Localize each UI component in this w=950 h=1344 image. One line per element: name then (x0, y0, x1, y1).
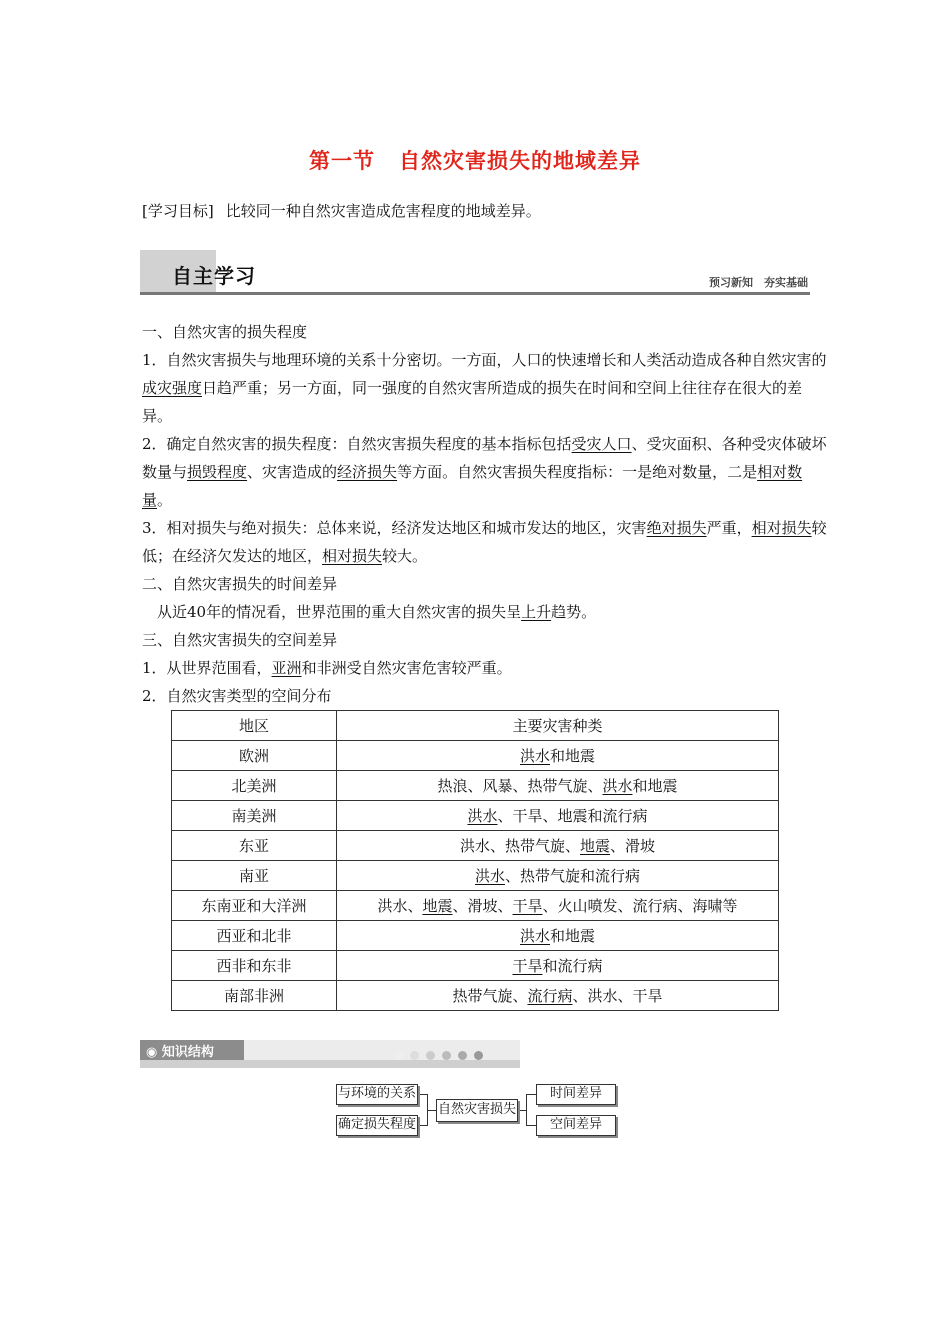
answer-blank: 绝对损失 (646, 519, 707, 537)
paragraph: 3．相对损失与绝对损失：总体来说，经济发达地区和城市发达的地区，灾害绝对损失严重，相对损失较低；在经济欠发达的地区，相对损失较大。 (142, 519, 827, 565)
disaster-table (171, 710, 779, 1011)
answer-blank: 洪水 (519, 927, 550, 945)
answer-blank: 干旱 (512, 957, 543, 975)
dot-icon (426, 1051, 435, 1060)
answer-blank: 洪水 (467, 807, 498, 825)
answer-blank: 地震 (579, 837, 610, 855)
paragraph: 从近40年的情况看，世界范围的重大自然灾害的损失呈上升趋势。 (157, 603, 597, 621)
answer-blank: 地震 (422, 897, 453, 915)
node-time-difference: 时间差异 (536, 1084, 616, 1105)
answer-blank: 流行病 (527, 987, 573, 1005)
paragraph: 2．自然灾害类型的空间分布 (142, 687, 332, 705)
knowledge-structure-label: ◉ 知识结构 (146, 1045, 214, 1060)
goal-tag: [学习目标] (142, 202, 214, 220)
section-heading: 三、自然灾害损失的空间差异 (142, 631, 338, 649)
dot-icon (458, 1051, 467, 1060)
answer-blank: 干旱 (512, 897, 543, 915)
page-title: 第一节 自然灾害损失的地域差异 (309, 149, 641, 173)
answer-blank: 洪水 (474, 867, 505, 885)
answer-blank: 经济损失 (337, 463, 398, 481)
banner-subtitle: 预习新知 夯实基础 (709, 276, 808, 289)
table-header-row (172, 711, 779, 741)
section-heading: 二、自然灾害损失的时间差异 (142, 575, 338, 593)
section-heading: 一、自然灾害的损失程度 (142, 323, 308, 341)
region-cell: 欧洲 (172, 741, 337, 771)
table-row (172, 921, 779, 951)
disaster-types-cell: 洪水、地震、滑坡、干旱、火山喷发、流行病、海啸等 (337, 891, 779, 921)
disaster-types-cell: 热带气旋、流行病、洪水、干旱 (337, 981, 779, 1011)
answer-blank: 亚洲 (271, 659, 302, 677)
node-environment-relation: 与环境的关系 (336, 1084, 418, 1105)
node-determine-loss: 确定损失程度 (336, 1115, 418, 1136)
answer-blank: 损毁程度 (187, 463, 248, 481)
answer-blank: 成灾强度 (142, 379, 203, 397)
region-cell: 东南亚和大洋洲 (172, 891, 337, 921)
table-row (172, 951, 779, 981)
region-cell: 东亚 (172, 831, 337, 861)
body-text (142, 318, 832, 710)
region-cell: 西非和东非 (172, 951, 337, 981)
answer-blank: 洪水 (519, 747, 550, 765)
table-row (172, 831, 779, 861)
paragraph: 1．从世界范围看，亚洲和非洲受自然灾害危害较严重。 (142, 659, 512, 677)
dot-icon (410, 1051, 419, 1060)
table-row (172, 981, 779, 1011)
paragraph: 2．确定自然灾害的损失程度：自然灾害损失程度的基本指标包括受灾人口、受灾面积、各种受灾体破坏数量与损毁程度、灾害造成的经济损失等方面。自然灾害损失程度指标：一是绝对数量，二是相对数量。 (142, 435, 827, 509)
answer-blank: 相对数量 (142, 463, 803, 509)
disaster-types-cell: 热浪、风暴、热带气旋、洪水和地震 (337, 771, 779, 801)
answer-blank: 受灾人口 (571, 435, 632, 453)
disaster-types-cell: 洪水和地震 (337, 741, 779, 771)
disaster-types-cell: 洪水、干旱、地震和流行病 (337, 801, 779, 831)
disaster-types-cell: 洪水、热带气旋和流行病 (337, 861, 779, 891)
dot-icon (474, 1051, 483, 1060)
decorative-dots (394, 1045, 490, 1064)
banner-label: 自主学习 (172, 264, 256, 288)
disaster-types-cell: 洪水、热带气旋、地震、滑坡 (337, 831, 779, 861)
self-study-banner (140, 250, 810, 296)
knowledge-structure-bar (140, 1038, 520, 1070)
disaster-types-cell: 洪水和地震 (337, 921, 779, 951)
table-row (172, 891, 779, 921)
region-cell: 南亚 (172, 861, 337, 891)
column-header: 地区 (172, 711, 337, 741)
disaster-types-cell: 干旱和流行病 (337, 951, 779, 981)
region-cell: 北美洲 (172, 771, 337, 801)
dot-icon (442, 1051, 451, 1060)
answer-blank: 洪水 (602, 777, 633, 795)
goal-text: 比较同一种自然灾害造成危害程度的地域差异。 (225, 202, 541, 220)
answer-blank: 相对损失 (751, 519, 812, 537)
learning-goal (142, 200, 541, 221)
table-row (172, 741, 779, 771)
table-row (172, 771, 779, 801)
region-cell: 西亚和北非 (172, 921, 337, 951)
node-space-difference: 空间差异 (536, 1115, 616, 1136)
answer-blank: 上升 (521, 603, 552, 621)
dot-icon (394, 1051, 403, 1060)
paragraph: 1．自然灾害损失与地理环境的关系十分密切。一方面，人口的快速增长和人类活动造成各种自然灾害的成灾强度日趋严重；另一方面，同一强度的自然灾害所造成的损失在时间和空间上往往存在很大的差异。 (142, 351, 827, 425)
node-disaster-loss: 自然灾害损失 (436, 1099, 518, 1122)
answer-blank: 相对损失 (322, 547, 383, 565)
table-row (172, 861, 779, 891)
region-cell: 南美洲 (172, 801, 337, 831)
column-header: 主要灾害种类 (337, 711, 779, 741)
region-cell: 南部非洲 (172, 981, 337, 1011)
table-row (172, 801, 779, 831)
